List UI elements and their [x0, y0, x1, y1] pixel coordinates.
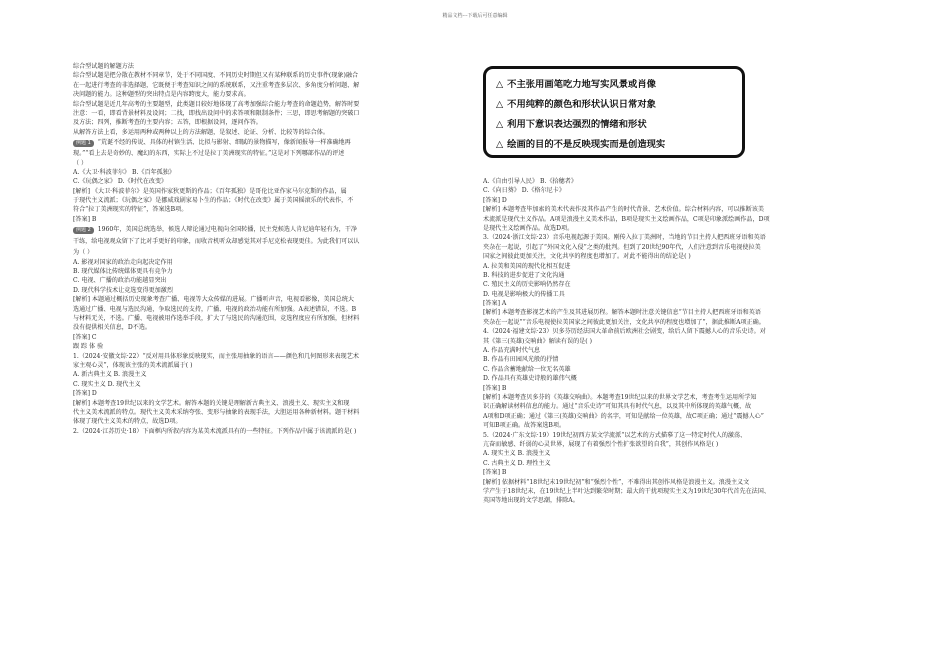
analysis-line: [解析] 本题考查毕加索的美术代表作及其作品产生的时代背景、艺术价值。综合材料内容，可以推断该美 [483, 206, 764, 214]
text-line: 从解答方法上看，多运用两种或两种以上的方法解题，是叙述、论证、分析、比较等的综合体。 [73, 128, 329, 136]
option-line: A. 拉美和美国的现代化相互促进 [483, 262, 571, 270]
analysis-line: 是现代主义绘画作品。故选D项。 [483, 224, 574, 232]
analysis-line: [解析] 本题通过概括历史现象考查广播、电视等大众传媒的进展。广播听声音，电视看影像，美国总统大 [73, 296, 354, 304]
right-column [483, 177, 875, 506]
option-line: C. 古典主义 D. 理性主义 [483, 459, 551, 467]
option-line: C. 殖民主义的历史影响仍然存在 [483, 281, 571, 289]
option-line: A.《大卫·科波菲尔》 B.《百年孤独》 [73, 168, 175, 176]
option-line: A. 现实主义 B. 浪漫主义 [483, 450, 551, 458]
callout-row: △ 不用纯粹的颜色和形状认识日常对象 [496, 95, 734, 115]
text-line: 为（ ） [73, 249, 94, 257]
question-line: 夹杂在一起说，引起了“外国文化入侵”之类的批判。但到了20世纪90年代，人们注意到音乐电视使拉美 [483, 243, 761, 251]
option-line: C.《玩偶之家》 D.《时代在改变》 [73, 178, 168, 186]
answer-line: [答案] C [73, 333, 97, 341]
answer-line: [答案] B [483, 469, 507, 477]
answer-line: [答案] D [73, 390, 97, 398]
option-line: B. 作品有田园风光般的抒情 [483, 356, 559, 364]
text-line: 在一起进行考查的非选择题，它既便于考查知识之间的系统联系，又注重考查多层次、多角度分析问题、解 [73, 81, 360, 89]
option-line: A. 作品充满时代气息 [483, 347, 541, 355]
features-callout-box [483, 66, 745, 158]
analysis-line: [解析] 依据材料“18世纪末19世纪初”和“强烈个性”，不难得出其创作风格是浪漫主义。浪漫主义文 [483, 478, 750, 486]
section-heading: 跟 踪 体 验 [73, 343, 104, 351]
option-line: D. 作品具有英雄史诗般的雄伟气概 [483, 375, 577, 383]
option-line: D. 现代科学技术让竞选变得更加激烈 [73, 286, 173, 294]
analysis-line: 可知B项正确。故答案选B项。 [483, 422, 566, 430]
text-line: （ ） [73, 159, 88, 167]
analysis-line: 术流派是现代主义作品。A项是浪漫主义美术作品，B项是现实主义绘画作品，C项是印象派绘画作品，D项 [483, 215, 770, 223]
question-line: 其《第三(英雄)交响曲》解读有误的是( ) [483, 337, 592, 345]
option-line: A. 新古典主义 B. 浪漫主义 [73, 371, 147, 379]
analysis-line: A项和D项正确；通过《第三(英雄)交响曲》的名字，可知是献给一位英雄，故C项正确；通过“震撼人心” [483, 412, 764, 420]
example-2-badge: 例题 2 [73, 227, 94, 234]
question-line: 国家之间彼此更加关注，文化共享的程度也增加了。对此不能得出的结论是( ) [483, 253, 691, 261]
text-line: 干练，给电视观众留下了比对手更好的印象，而收音机听众却感觉其对手尼克松表现更佳。为此我们可以认 [73, 238, 360, 246]
triangle-bullet-icon: △ [496, 119, 504, 130]
analysis-line: 没有提供相关信息，D不选。 [73, 324, 152, 332]
analysis-line: 选通过广播、电视与选民沟通，争取选民的支持，广播、电视的政治功能有所加强。A表述错误，不选。B [73, 305, 357, 313]
answer-line: [答案] B [73, 215, 97, 223]
option-line: C.《向日葵》 D.《格尔尼卡》 [483, 187, 565, 195]
analysis-line: 夹杂在一起说”“音乐电视使拉美国家之间彼此更加关注，文化共享的程度也增加了”，据此推断A项正确。 [483, 318, 765, 326]
option-line: A.《自由引导人民》 B.《拾穗者》 [483, 178, 577, 185]
analysis-line: 代主义美术流派的特点。现代主义美术采纳夸张、变形与抽象的表现手法，大胆运用各种新材料。题干材料 [73, 408, 360, 416]
analysis-line: [解析] 本题考查贝多芬的《英雄交响曲》。本题考查19世纪以来的世界文学艺术，考查考生运用所学知 [483, 393, 757, 401]
answer-line: [答案] D [483, 196, 507, 204]
answer-line: [答案] A [483, 300, 507, 308]
option-line: C. 作品含蓄地献给一位无名英雄 [483, 365, 571, 373]
triangle-bullet-icon: △ [496, 139, 504, 150]
callout-row: △ 利用下意识表达强烈的情绪和形状 [496, 115, 734, 135]
option-line: A. 影视对国家的政治走向起决定作用 [73, 258, 173, 266]
text-line: 决问题的能力。这种题型的突出特点是内容跨度大，能力要求高。 [73, 91, 250, 99]
option-line: D. 电视是影响极大的传播工具 [483, 290, 565, 298]
example-1-badge: 例题 1 [73, 140, 94, 147]
question-line: 4.（2024·福建文综·23）贝多芬历经法国大革命前后欧洲社会剧变，给后人留下震撼人心的音乐史诗。对 [483, 328, 766, 336]
question-line: 1.（2024·安徽文综·22）“反对用具体形象反映现实，而主张用抽象的语言——颜色和几何图形来表现艺术 [73, 352, 359, 360]
option-line: B. 现代媒体比传统媒体更具有竞争力 [73, 268, 173, 276]
analysis-line: 学产生于18世纪末，在19世纪上半叶达到繁荣时期；最大的干扰项现实主义为19世纪30年代首先在法国、 [483, 487, 770, 495]
analysis-line: 与材料无关，不选。广播、电视被用作选举手段，扩大了与选民的沟通范围，竞选程度应有所加强，但材料 [73, 314, 360, 322]
text-line: 综合型试题是近几年高考的主要题型，此类题目较好地体现了高考加强综合能力考查的命题趋势，解答时要 [73, 100, 360, 108]
text-line: 注意：一看，即看背景材料及设问；二找，即找出设问中的求答项和限制条件；三思，即思考解题的突破口 [73, 109, 360, 117]
option-line: C. 电视、广播的政治功能越显突出 [73, 277, 167, 285]
answer-line: [答案] B [483, 384, 507, 392]
question-line: 3.（2024·浙江文综·23）音乐电视起源于美国。刚传入拉丁美洲时，当地的节目主持人把西班牙语和英语 [483, 234, 766, 242]
example-2-row [73, 224, 465, 236]
analysis-line: [解析] 本题考查19世纪以来的文学艺术。解答本题的关键是理解新古典主义、浪漫主义、现实主义和现 [73, 399, 350, 407]
text-line: 及方法；四列，推断考查的主要内容；五答，即根据设问，逐问作答。 [73, 119, 262, 127]
analysis-line: 体现了现代主义美术的特点，故选D项。 [73, 418, 182, 426]
section-title: 综合型试题的解题方法 [73, 63, 134, 70]
question-line: 家主观心灵”，体现该主张的美术流派属于( ) [73, 361, 193, 369]
question-line: 5.（2024·广东文综·19）19世纪初西方某文学流派“以艺术的方式描摹了这一特定时代人的激荡、 [483, 431, 747, 439]
question-line: 2.（2024·江苏历史·18）下面框内所叙内容为某美术流派具有的一些特征。下列作品中属于该流派的是( ) [73, 427, 357, 435]
analysis-line: 于现代主义流派；《玩偶之家》是挪威戏剧家易卜生的作品；《时代在改变》属于美国摇滚乐的代表作，不 [73, 197, 354, 205]
callout-row: △ 不主张用画笔吃力地写实风景或肖像 [496, 75, 734, 95]
question-line: 亢奋而敏感、纤弱的心灵世界，展现了有着强烈个性扩张欲望的自我”，其创作风格是( ) [483, 440, 719, 448]
analysis-line: 识正确解读材料信息的能力。通过“音乐史诗”可知其具有时代气息，以及其中所体现的英雄气概，故 [483, 403, 752, 411]
text-line: 现。”“看上去是奇妙的、魔幻的东西，实际上不过是拉丁美洲现实的特征。”这是对下列哪部作品的评述 [73, 150, 345, 158]
triangle-bullet-icon: △ [496, 79, 504, 90]
triangle-bullet-icon: △ [496, 99, 504, 110]
analysis-line: 英国等地出现的文学思潮，排除A。 [483, 497, 579, 505]
option-line: C. 现实主义 D. 现代主义 [73, 380, 141, 388]
example-1-row [73, 137, 465, 149]
option-line: B. 科技的进步促进了文化沟通 [483, 271, 565, 279]
text-line: 综合型试题是把分散在教材不同章节，处于不同国度、不同历史时期但又有某种联系的历史事件(现象)融合 [73, 72, 359, 80]
callout-row: △ 绘画的目的不是反映现实而是创造现实 [496, 135, 734, 155]
analysis-line: 符合“拉丁美洲现实的特征”，答案选B项。 [73, 206, 188, 214]
text-line: 1960年，美国总统选举，候选人辩论通过电视向全国转播，民主党候选人肯尼迪年轻有为，干净 [97, 226, 358, 234]
left-column [73, 62, 465, 436]
analysis-line: [解析] 《大卫·科波菲尔》是英国作家狄更斯的作品；《百年孤独》是哥伦比亚作家马尔克斯的作品，属 [73, 187, 347, 195]
analysis-line: [解析] 本题考查影视艺术的产生及其进展历程。解答本题时注意关键信息“节目主持人把西班牙语和英语 [483, 309, 761, 317]
text-line: “荒诞不经的传说、具体的村镇生活、比拟与影射、细腻的景物描写，像新闻报导一样准确地再 [97, 139, 351, 147]
page-header: 精品文档---下载后可任意编辑 [442, 13, 508, 19]
